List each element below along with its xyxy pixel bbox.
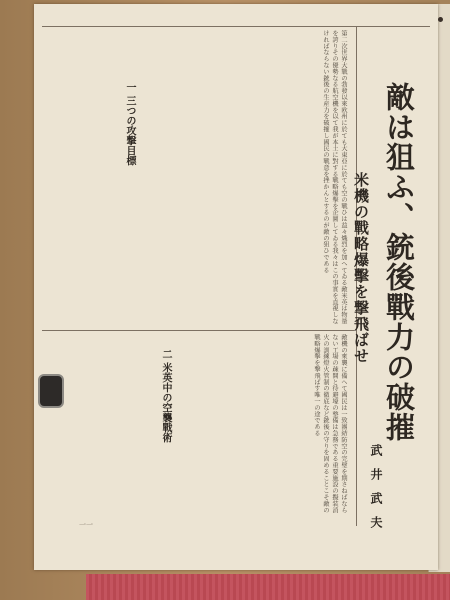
ink-dot [438,17,443,22]
article-subtitle: 米機の戰略爆擊を撃飛ばせ [352,172,370,364]
section-heading-1: 一 三つの攻撃目標 [124,82,135,166]
article-body-lower: 敵機の來襲に備へて國民は一致團結防空の完璧を期さねばならない工場の疎開と待避壕の整備は急務である重要施設の擬装消火の訓練燈火管制の徹底など銃後の守りを固めることこそ敵の戰略爆擊を撃飛ばす唯一の途である [313,334,347,514]
red-cloth [86,574,450,600]
pen-clip [38,374,64,408]
middle-rule [42,330,354,331]
top-rule [42,26,430,27]
article-body-upper: 第二次世界大戰の勃發以來欧州に於ても大東亞に於ても空の戰ひは益々熾烈を加へてゐる敵米英は物量を誇りその優勢なる航空機を以て我が本土に對する戰略爆擊を企圖してゐる我々はこの事實を直視しなければならない銃後の生産力を破摧し國民の戰意を挫かんとするのが敵の狙ひである [322,30,347,325]
magazine-page [34,4,438,570]
article-author: 武井武夫 [369,444,383,540]
section-heading-2: 二 米英中の空襲戰術 [160,349,171,443]
page-number: 一一 [79,521,93,529]
article-title: 敵は狙ふ、銃後戰力の破摧 [382,82,416,442]
